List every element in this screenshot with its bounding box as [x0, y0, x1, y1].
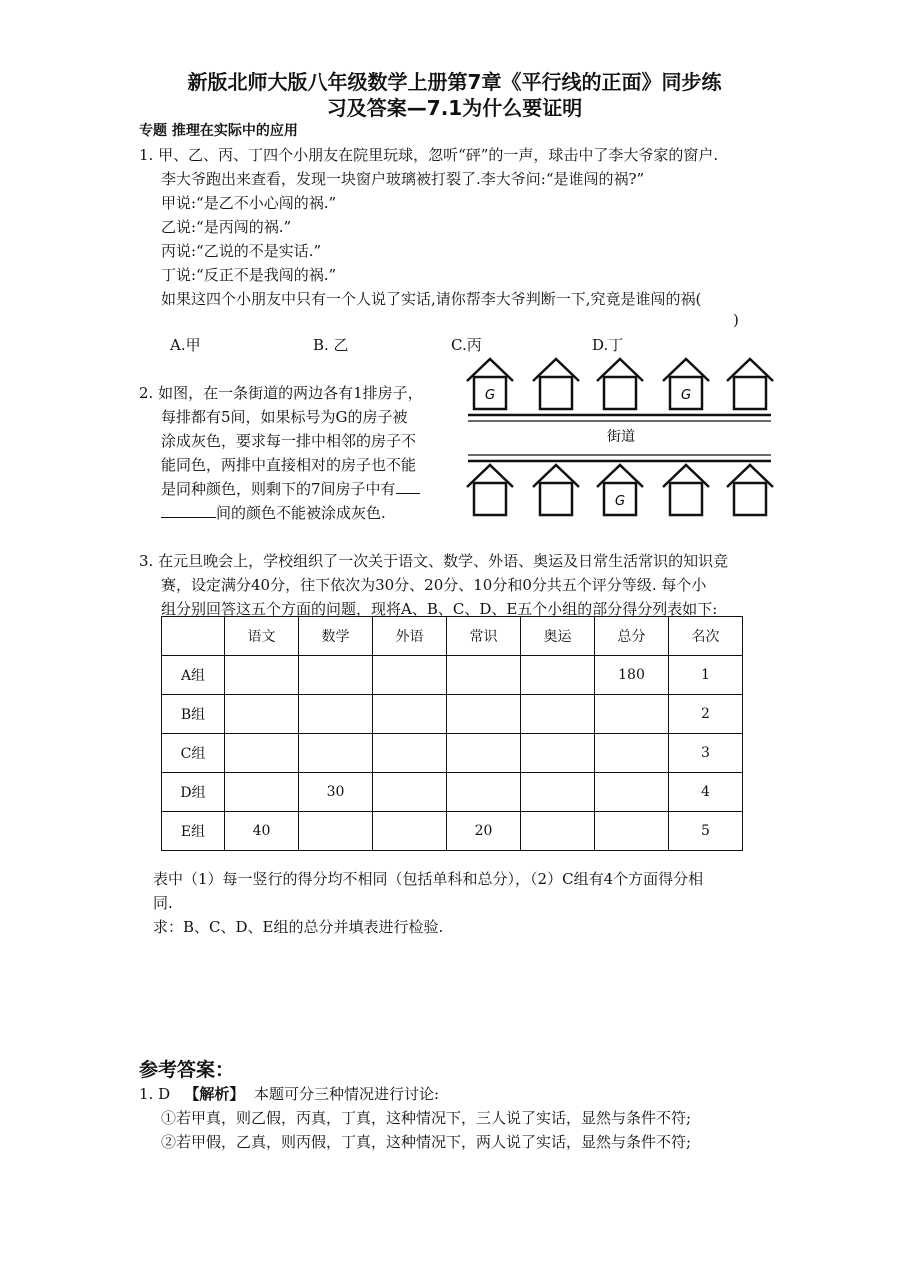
- table-cell[interactable]: [225, 734, 299, 773]
- answers-heading: 参考答案：: [139, 1059, 235, 1081]
- table-cell[interactable]: [225, 656, 299, 695]
- top-row-houses: [467, 359, 773, 409]
- table-cell: 3: [669, 734, 743, 773]
- table-cell[interactable]: [373, 773, 447, 812]
- table-cell[interactable]: [373, 734, 447, 773]
- q3-intro-line: 赛，设定满分40分，往下依次为30分、20分、10分和0分共五个评分等级. 每个小: [161, 576, 707, 594]
- table-cell[interactable]: 40: [225, 812, 299, 851]
- q1-option-b[interactable]: B. 乙: [313, 336, 349, 354]
- house: [467, 465, 513, 515]
- q1-line: 乙说:“是丙闯的祸.”: [161, 218, 292, 236]
- table-cell[interactable]: [595, 734, 669, 773]
- table-cell[interactable]: [521, 812, 595, 851]
- q2-line-with-blank: [161, 478, 420, 499]
- q3-note-line: 同.: [153, 894, 173, 912]
- q3-intro-line: 3. 在元旦晚会上，学校组织了一次关于语文、数学、外语、奥运及日常生活常识的知识竞: [139, 552, 729, 570]
- document-title-line-1: 新版北师大版八年级数学上册第7章《平行线的正面》同步练: [187, 70, 722, 94]
- q1-line: 甲说:“是乙不小心闯的祸.”: [161, 194, 337, 212]
- table-row: [162, 695, 743, 734]
- q1-option-c[interactable]: C.丙: [451, 336, 482, 354]
- table-header-cell: 总分: [595, 617, 669, 656]
- table-header-cell: 外语: [373, 617, 447, 656]
- score-table: [161, 616, 743, 851]
- table-cell[interactable]: [595, 773, 669, 812]
- q1-line: 丙说:“乙说的不是实话.”: [161, 242, 322, 260]
- table-cell[interactable]: [447, 695, 521, 734]
- table-header-cell: 数学: [299, 617, 373, 656]
- analysis-tag: 【解析】: [184, 1085, 245, 1103]
- bottom-row-houses: [467, 465, 773, 515]
- section-heading: 专题 推理在实际中的应用: [139, 123, 298, 139]
- table-cell: 5: [669, 812, 743, 851]
- q2-line: 是同种颜色，则剩下的7间房子中有: [161, 480, 396, 498]
- q1-line: 如果这四个小朋友中只有一个人说了实话,请你帮李大爷判断一下,究竟是谁闯的祸(: [161, 290, 702, 308]
- q2-line: 每排都有5间，如果标号为G的房子被: [161, 408, 408, 426]
- house-marked-g: [663, 359, 709, 409]
- answer-1-label: 1. D: [139, 1085, 171, 1103]
- answer-1-first-line: [139, 1083, 439, 1104]
- table-header-cell: 奥运: [521, 617, 595, 656]
- house: [533, 359, 579, 409]
- table-cell[interactable]: [447, 656, 521, 695]
- table-cell: A组: [162, 656, 225, 695]
- table-cell: 4: [669, 773, 743, 812]
- table-cell: D组: [162, 773, 225, 812]
- table-cell[interactable]: [225, 773, 299, 812]
- q1-line: 1. 甲、乙、丙、丁四个小朋友在院里玩球，忽听“砰”的一声，球击中了李大爷家的窗户.: [139, 146, 719, 164]
- table-cell: 1: [669, 656, 743, 695]
- street-label: 街道: [607, 429, 635, 445]
- table-cell[interactable]: [299, 734, 373, 773]
- house: [727, 359, 773, 409]
- q2-line: 2. 如图，在一条街道的两边各有1排房子，: [139, 384, 423, 402]
- q2-line: 间的颜色不能被涂成灰色.: [216, 504, 386, 522]
- house-body: [540, 483, 572, 515]
- house-label: G: [680, 388, 692, 403]
- answer-1-case: ①若甲真，则乙假，丙真，丁真，这种情况下，三人说了实话，显然与条件不符;: [161, 1109, 692, 1127]
- answer-1-text: 本题可分三种情况进行讨论:: [253, 1085, 440, 1103]
- house-body: [540, 377, 572, 409]
- table-cell[interactable]: [373, 812, 447, 851]
- q3-note-line: 求：B、C、D、E组的总分并填表进行检验.: [153, 918, 444, 936]
- q3-intro-line: 组分别回答这五个方面的问题，现将A、B、C、D、E五个小组的部分得分列表如下:: [161, 600, 718, 618]
- table-header-cell: 语文: [225, 617, 299, 656]
- q3-note-line: 表中（1）每一竖行的得分均不相同（包括单科和总分），（2）C组有4个方面得分相: [153, 870, 704, 888]
- q2-answer-blank-continued[interactable]: [161, 503, 216, 518]
- house-body: [474, 483, 506, 515]
- house-body: [734, 483, 766, 515]
- q1-line: 李大爷跑出来查看，发现一块窗户玻璃被打裂了.李大爷问:“是谁闯的祸?”: [161, 170, 645, 188]
- table-cell: C组: [162, 734, 225, 773]
- table-cell[interactable]: [595, 812, 669, 851]
- document-title-line-2: 习及答案—7.1为什么要证明: [326, 96, 583, 120]
- house-marked-g: [467, 359, 513, 409]
- q1-line: ): [733, 311, 739, 329]
- house-label: G: [614, 494, 626, 509]
- table-row: [162, 812, 743, 851]
- q2-last-line: [161, 502, 386, 523]
- table-cell[interactable]: [595, 695, 669, 734]
- table-cell[interactable]: 20: [447, 812, 521, 851]
- house: [663, 465, 709, 515]
- table-header-cell: 常识: [447, 617, 521, 656]
- table-row: [162, 734, 743, 773]
- table-cell[interactable]: [521, 695, 595, 734]
- table-cell[interactable]: [299, 812, 373, 851]
- house-marked-g: [597, 465, 643, 515]
- table-header-cell: 名次: [669, 617, 743, 656]
- q2-line: 能同色，两排中直接相对的房子也不能: [161, 456, 417, 474]
- table-cell[interactable]: [373, 656, 447, 695]
- table-cell[interactable]: [225, 695, 299, 734]
- table-cell[interactable]: [299, 656, 373, 695]
- table-cell[interactable]: [299, 695, 373, 734]
- house: [533, 465, 579, 515]
- table-header-cell: [162, 617, 225, 656]
- table-cell[interactable]: [521, 773, 595, 812]
- house-body: [604, 377, 636, 409]
- q1-option-d[interactable]: D.丁: [592, 336, 624, 354]
- q1-line: 丁说:“反正不是我闯的祸.”: [161, 266, 337, 284]
- street-houses-figure: [466, 355, 776, 525]
- table-header-row: [162, 617, 743, 656]
- table-row: [162, 773, 743, 812]
- table-cell[interactable]: [447, 734, 521, 773]
- house: [727, 465, 773, 515]
- table-cell[interactable]: [521, 734, 595, 773]
- table-cell: 2: [669, 695, 743, 734]
- house-body: [734, 377, 766, 409]
- table-cell[interactable]: 180: [595, 656, 669, 695]
- answer-1-case: ②若甲假，乙真，则丙假，丁真，这种情况下，两人说了实话，显然与条件不符;: [161, 1133, 692, 1151]
- table-cell[interactable]: 30: [299, 773, 373, 812]
- house-body: [670, 483, 702, 515]
- table-cell[interactable]: [447, 773, 521, 812]
- q2-line: 涂成灰色，要求每一排中相邻的房子不: [161, 432, 417, 450]
- table-cell[interactable]: [373, 695, 447, 734]
- q2-answer-blank[interactable]: [396, 479, 420, 494]
- table-cell[interactable]: [521, 656, 595, 695]
- house-label: G: [484, 388, 496, 403]
- table-row: [162, 656, 743, 695]
- q1-option-a[interactable]: A.甲: [170, 336, 201, 354]
- table-cell: E组: [162, 812, 225, 851]
- table-cell: B组: [162, 695, 225, 734]
- house: [597, 359, 643, 409]
